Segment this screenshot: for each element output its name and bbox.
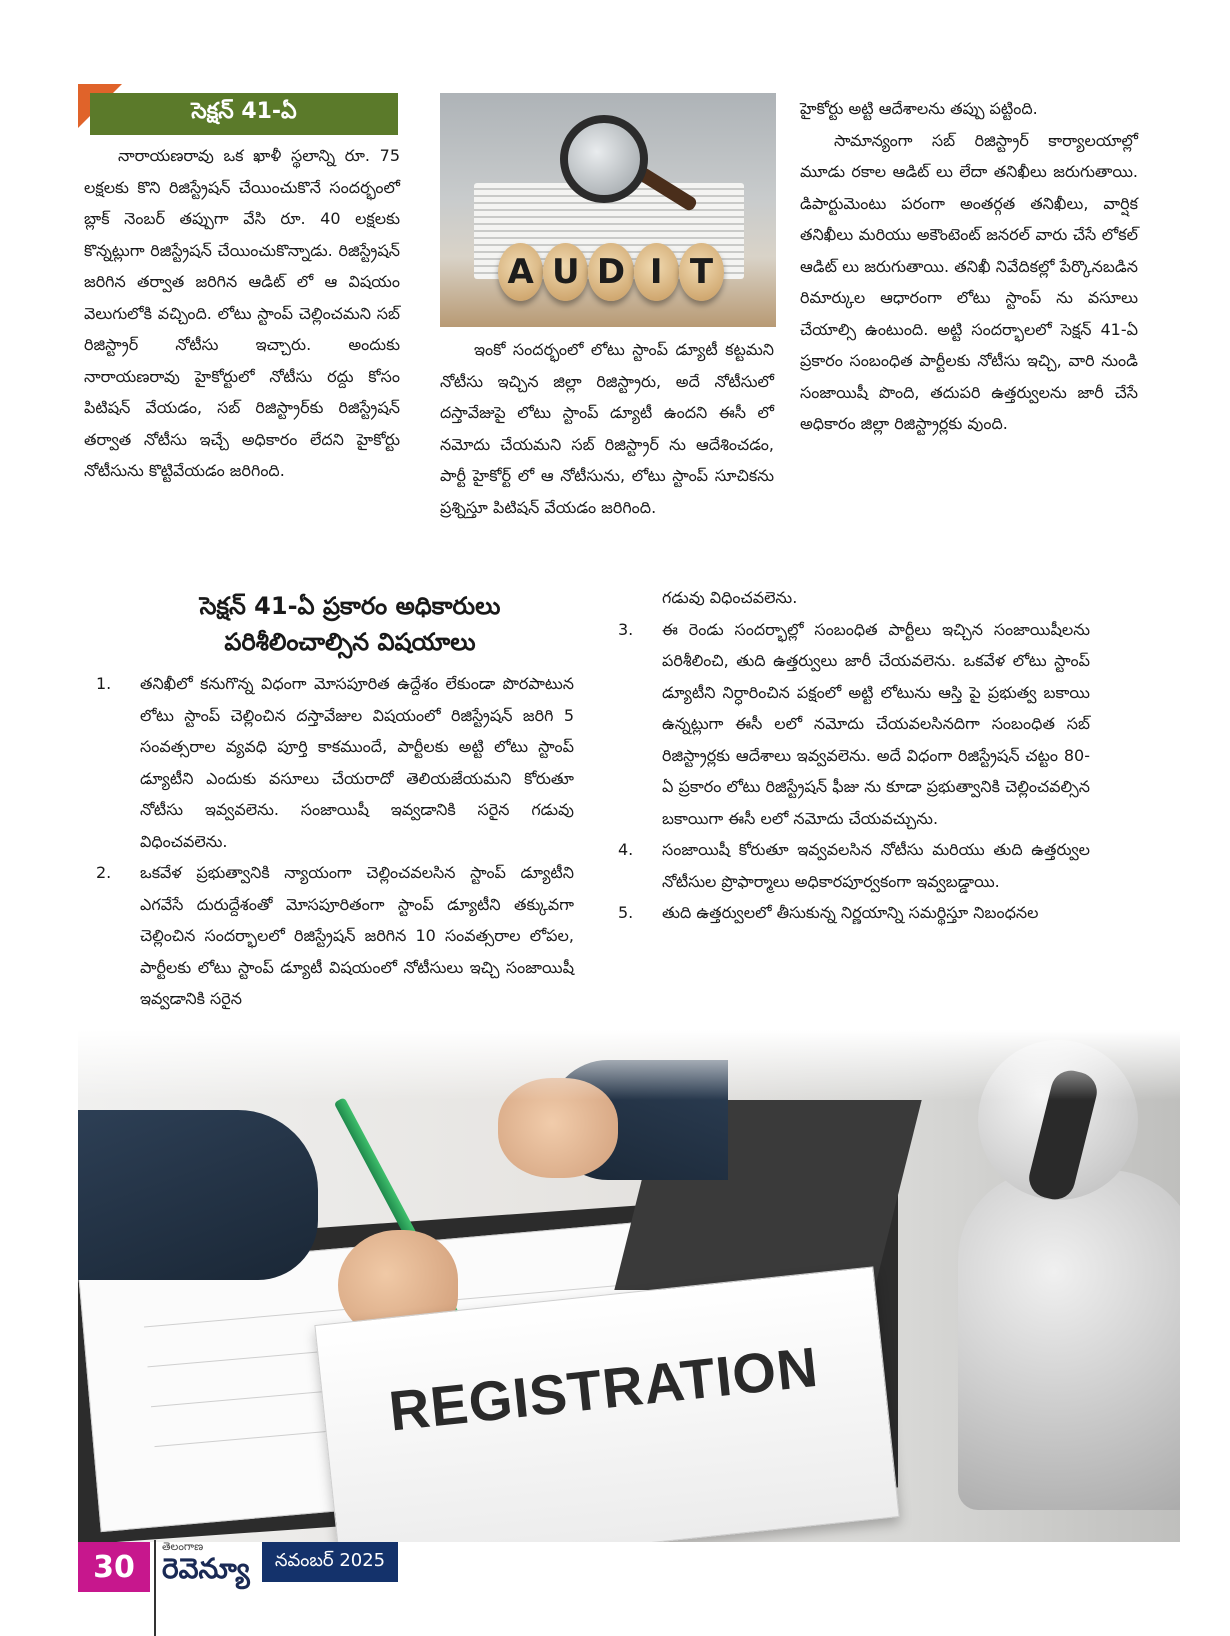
- magnifying-glass-icon: [560, 115, 648, 203]
- audit-letter: A: [498, 243, 543, 301]
- list-item-text: సంజాయిషీ కోరుతూ ఇవ్వవలసిన నోటీసు మరియు తుది ఉత్తర్వుల నోటీసుల ప్రొఫార్మాలు అధికారపూర్వకంగా ఇవ్వబడ్డాయి.: [662, 840, 1090, 891]
- checklist-title-line-1: సెక్షన్ 41-ఏ ప్రకారం అధికారులు: [199, 592, 501, 620]
- list-item-text: తనిఖీలో కనుగొన్న విధంగా మోసపూరిత ఉద్దేశం లేకుండా పొరపాటున లోటు స్టాంప్ చెల్లించిన దస్తావేజుల విషయంలో రిజిస్ట్రేషన్ జరిగి 5 సంవత్సరాల వ్యవధి పూర్తి కాకముందే, పార్టీలకు అట్టి లోటు స్టాంప్ డ్యూటీని ఎందుకు వసూలు చేయరాదో తెలియజేయమని కోరుతూ నోటీసు ఇవ్వవలెను. సంజాయిషీ ఇవ్వడానికి సరైన గడువు విధించవలెను.: [140, 674, 574, 851]
- list-item-number: 5.: [618, 903, 634, 922]
- column-3-paragraph-2: సామాన్యంగా సబ్ రిజిస్ట్రార్ కార్యాలయాల్లో మూడు రకాల ఆడిట్ లు లేదా తనిఖీలు జరుగుతాయి. డిపార్టుమెంటు పరంగా అంతర్గత తనిఖీలు, వార్షిక తనిఖీలు మరియు అకౌంటెంట్ జనరల్ వారు చేసే లోకల్ ఆడిట్ లు జరుగుతాయి. తనిఖీ నివేదికల్లో పేర్కొనబడిన రిమార్కుల ఆధారంగా లోటు స్టాంప్ ను వసూలు చేయాల్సి ఉంటుంది. అట్టి సందర్భాలలో సెక్షన్ 41-ఏ ప్రకారం సంబంధిత పార్టీలకు నోటీసు ఇచ్చి, వారి నుండి సంజాయిషీ పొంది, తదుపరి ఉత్తర్వులను జారీ చేసే అధికారం జిల్లా రిజిస్ట్రార్లకు వుంది.: [800, 130, 1138, 433]
- audit-letter: T: [679, 243, 724, 301]
- column-1-paragraph: నారాయణరావు ఒక ఖాళీ స్థలాన్ని రూ. 75 లక్షలకు కొని రిజిస్ట్రేషన్ చేయించుకొనే సందర్భంలో బ్లాక్ నెంబర్ తప్పుగా వేసి రూ. 40 లక్షలకు కొన్నట్లుగా రిజిస్ట్రేషన్ చేయించుకొన్నాడు. రిజిస్ట్రేషన్ జరిగిన తర్వాత జరిగిన ఆడిట్ లో ఆ విషయం వెలుగులోకి వచ్చింది. లోటు స్టాంప్ చెల్లించమని సబ్ రిజిస్ట్రార్ నోటీసు ఇచ్చారు. అందుకు నారాయణరావు హైకోర్టులో నోటీసు రద్దు కోసం పిటిషన్ వేయడం, సబ్ రిజిస్ట్రార్‌కు రిజిస్ట్రేషన్ తర్వాత నోటీసు ఇచ్చే అధికారం లేదని హైకోర్టు నోటీసును కొట్టివేయడం జరిగింది.: [84, 146, 400, 480]
- list-item: [96, 857, 574, 1015]
- list-item-text: ఈ రెండు సందర్భాల్లో సంబంధిత పార్టీలు ఇచ్చిన సంజాయిషీలను పరిశీలించి, తుది ఉత్తర్వులు జారీ చేయవలెను. ఒకవేళ లోటు స్టాంప్ డ్యూటీని నిర్ధారించిన పక్షంలో అట్టి లోటును ఆస్తి పై ప్రభుత్వ బకాయి ఉన్నట్లుగా ఈసీ లలో నమోదు చేయవలసినదిగా సంబంధిత సబ్ రిజిస్ట్రార్లకు ఆదేశాలు ఇవ్వవలెను. అదే విధంగా రిజిస్ట్రేషన్ చట్టం 80-ఏ ప్రకారం లోటు రిజిస్ట్రేషన్ ఫీజు ను కూడా ప్రభుత్వానికి చెల్లించవల్సిన బకాయిగా ఈసీ లలో నమోదు చేయవచ్చును.: [662, 619, 1090, 828]
- checklist-title-line-2: పరిశీలించాల్సిన విషయాలు: [224, 628, 476, 656]
- registration-photo: [78, 1030, 1180, 1542]
- photo-top-fade: [78, 1030, 1180, 1100]
- list-item: [618, 614, 1090, 835]
- footer-divider: [154, 1540, 156, 1636]
- checklist-left: [96, 668, 574, 1015]
- column-3-paragraph-1: హైకోర్టు అట్టి ఆదేశాలను తప్పు పట్టింది.: [800, 99, 1038, 118]
- brand-small: తెలంగాణ: [162, 1540, 204, 1553]
- brand-logo: రెవెన్యూ: [162, 1552, 250, 1585]
- registration-sign-text: REGISTRATION: [386, 1334, 822, 1443]
- list-item-text: తుది ఉత్తర్వులలో తీసుకున్న నిర్ణయాన్ని సమర్థిస్తూ నిబంధనల: [662, 903, 1039, 922]
- left-sleeve: [78, 1110, 318, 1280]
- list-item-number: 3.: [618, 619, 634, 639]
- list-item-number: 1.: [96, 674, 112, 693]
- audit-letter: D: [588, 243, 633, 301]
- checklist-right: [618, 582, 1090, 929]
- section-title: సెక్షన్ 41-ఏ: [90, 93, 398, 135]
- checklist-title: [120, 588, 580, 660]
- audit-image: [440, 93, 776, 327]
- page-number: 30: [78, 1542, 150, 1592]
- audit-letter: I: [634, 243, 679, 301]
- figure-body: [958, 1170, 1180, 1510]
- column-2: [440, 334, 774, 523]
- list-item-number: 2.: [96, 863, 112, 882]
- list-item-continuation: గడువు విధించవలెను.: [662, 588, 798, 607]
- issue-date: నవంబర్ 2025: [262, 1542, 398, 1582]
- list-item: [618, 897, 1090, 929]
- list-item-number: 4.: [618, 840, 634, 859]
- list-item: [618, 834, 1090, 897]
- column-1: [84, 140, 400, 487]
- list-item-text: ఒకవేళ ప్రభుత్వానికి న్యాయంగా చెల్లించవలసిన స్టాంప్ డ్యూటీని ఎగవేసే దురుద్దేశంతో మోసపూరితంగా స్టాంప్ డ్యూటీని తక్కువగా చెల్లించిన సందర్భాలలో రిజిస్ట్రేషన్ జరిగిన 10 సంవత్సరాల లోపల, పార్టీలకు లోటు స్టాంప్ డ్యూటీ విషయంలో నోటీసులు ఇచ్చి సంజాయిషీ ఇవ్వడానికి సరైన: [140, 863, 574, 1008]
- audit-letter-blocks: [498, 243, 724, 305]
- audit-letter: U: [543, 243, 588, 301]
- list-item: [96, 668, 574, 857]
- column-3: [800, 93, 1138, 440]
- column-2-paragraph: ఇంకో సందర్భంలో లోటు స్టాంప్ డ్యూటీ కట్టమని నోటీసు ఇచ్చిన జిల్లా రిజిస్ట్రారు, అదే నోటీసులో దస్తావేజుపై లోటు స్టాంప్ డ్యూటీ ఉందని ఈసీ లో నమోదు చేయమని సబ్ రిజిస్ట్రార్ ను ఆదేశించడం, పార్టీ హైకోర్ట్ లో ఆ నోటీసును, లోటు స్టాంప్ సూచికను ప్రశ్నిస్తూ పిటిషన్ వేయడం జరిగింది.: [440, 340, 774, 517]
